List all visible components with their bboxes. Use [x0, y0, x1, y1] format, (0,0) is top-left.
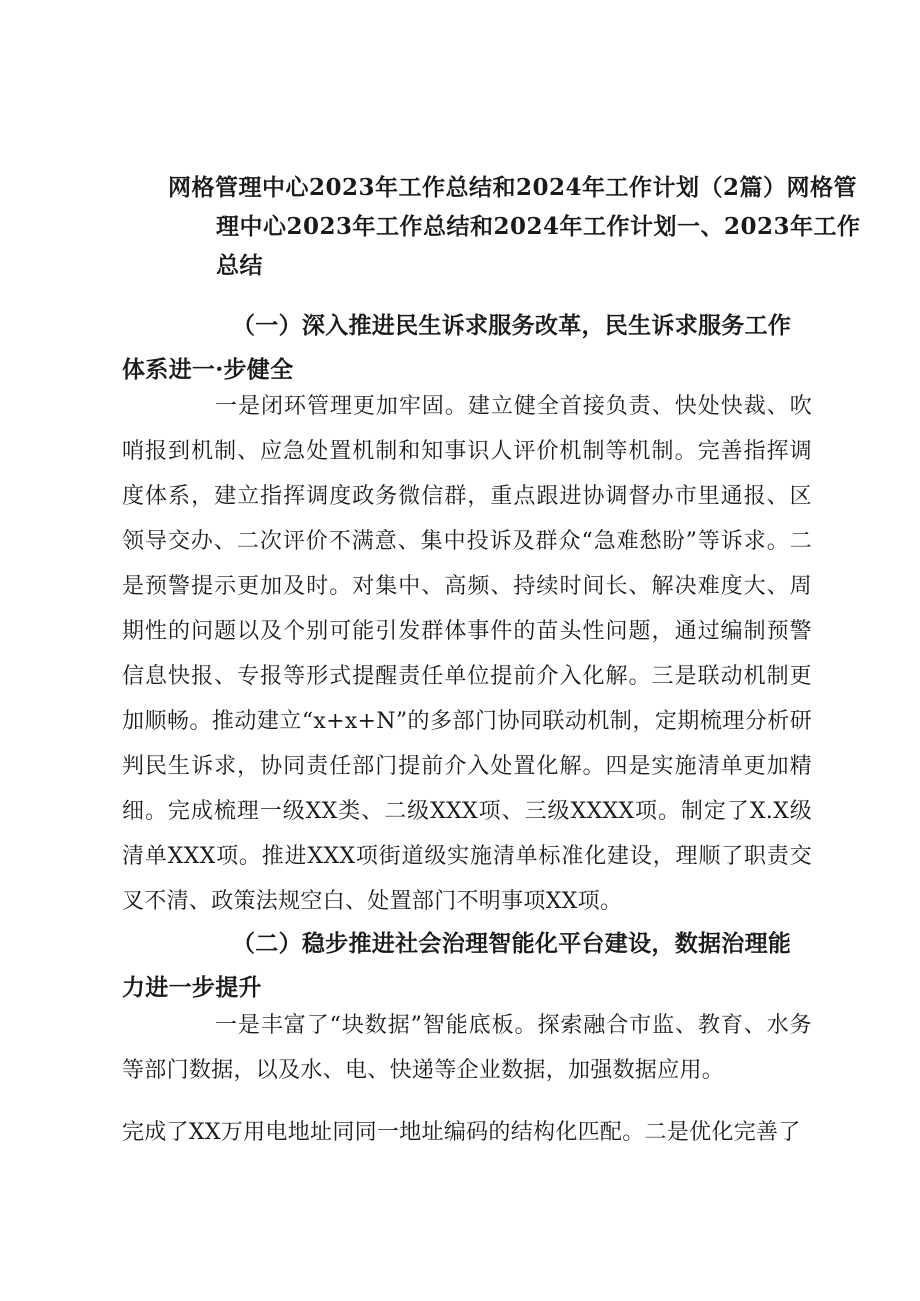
section-1-heading: （一）深入推进民生诉求服务改革，民生诉求服务工作体系进一·步健全 — [122, 312, 792, 383]
section-2-paragraph-continued: 完成了XX万用电地址同同一地址编码的结构化匹配。二是优化完善了 — [122, 1120, 801, 1145]
section-2-heading: （二）稳步推进社会治理智能化平台建设，数据治理能力进一步提升 — [122, 930, 792, 1001]
section-2-paragraph: 一是丰富了“块数据”智能底板。探索融合市监、教育、水务等部门数据，以及水、电、快递等企业数据，加强数据应用。 — [122, 1013, 812, 1083]
section-1-paragraph: 一是闭环管理更加牢固。建立健全首接负责、快处快裁、吹哨报到机制、应急处置机制和知事识人评价机制等机制。完善指挥调度体系，建立指挥调度政务微信群，重点跟进协调督办市里通报、区领导交办、二次评价不满意、集中投诉及群众“急难愁盼”等诉求。二是预警提示更加及时。对集中、高频、持续时间长、解决难度大、周期性的问题以及个别可能引发群体事件的苗头性问题，通过编制预警信息快报、专报等形式提醒责任单位提前介入化解。三是联动机制更加顺畅。推动建立“x+x+N”的多部门协同联动机制，定期梳理分析研判民生诉求，协同责任部门提前介入处置化解。四是实施清单更加精细。完成梳理一级XX类、二级XXX项、三级XXXX项。制定了X.X级清单XXX项。推进XXX项街道级实施清单标准化建设，理顺了职责交叉不清、政策法规空白、处置部门不明事项XX项。 — [122, 394, 812, 914]
document-title: 网格管理中心2023年工作总结和2024年工作计划（2篇）网格管理中心2023年工作总结和2024年工作计划一、2023年工作总结 — [168, 174, 861, 279]
